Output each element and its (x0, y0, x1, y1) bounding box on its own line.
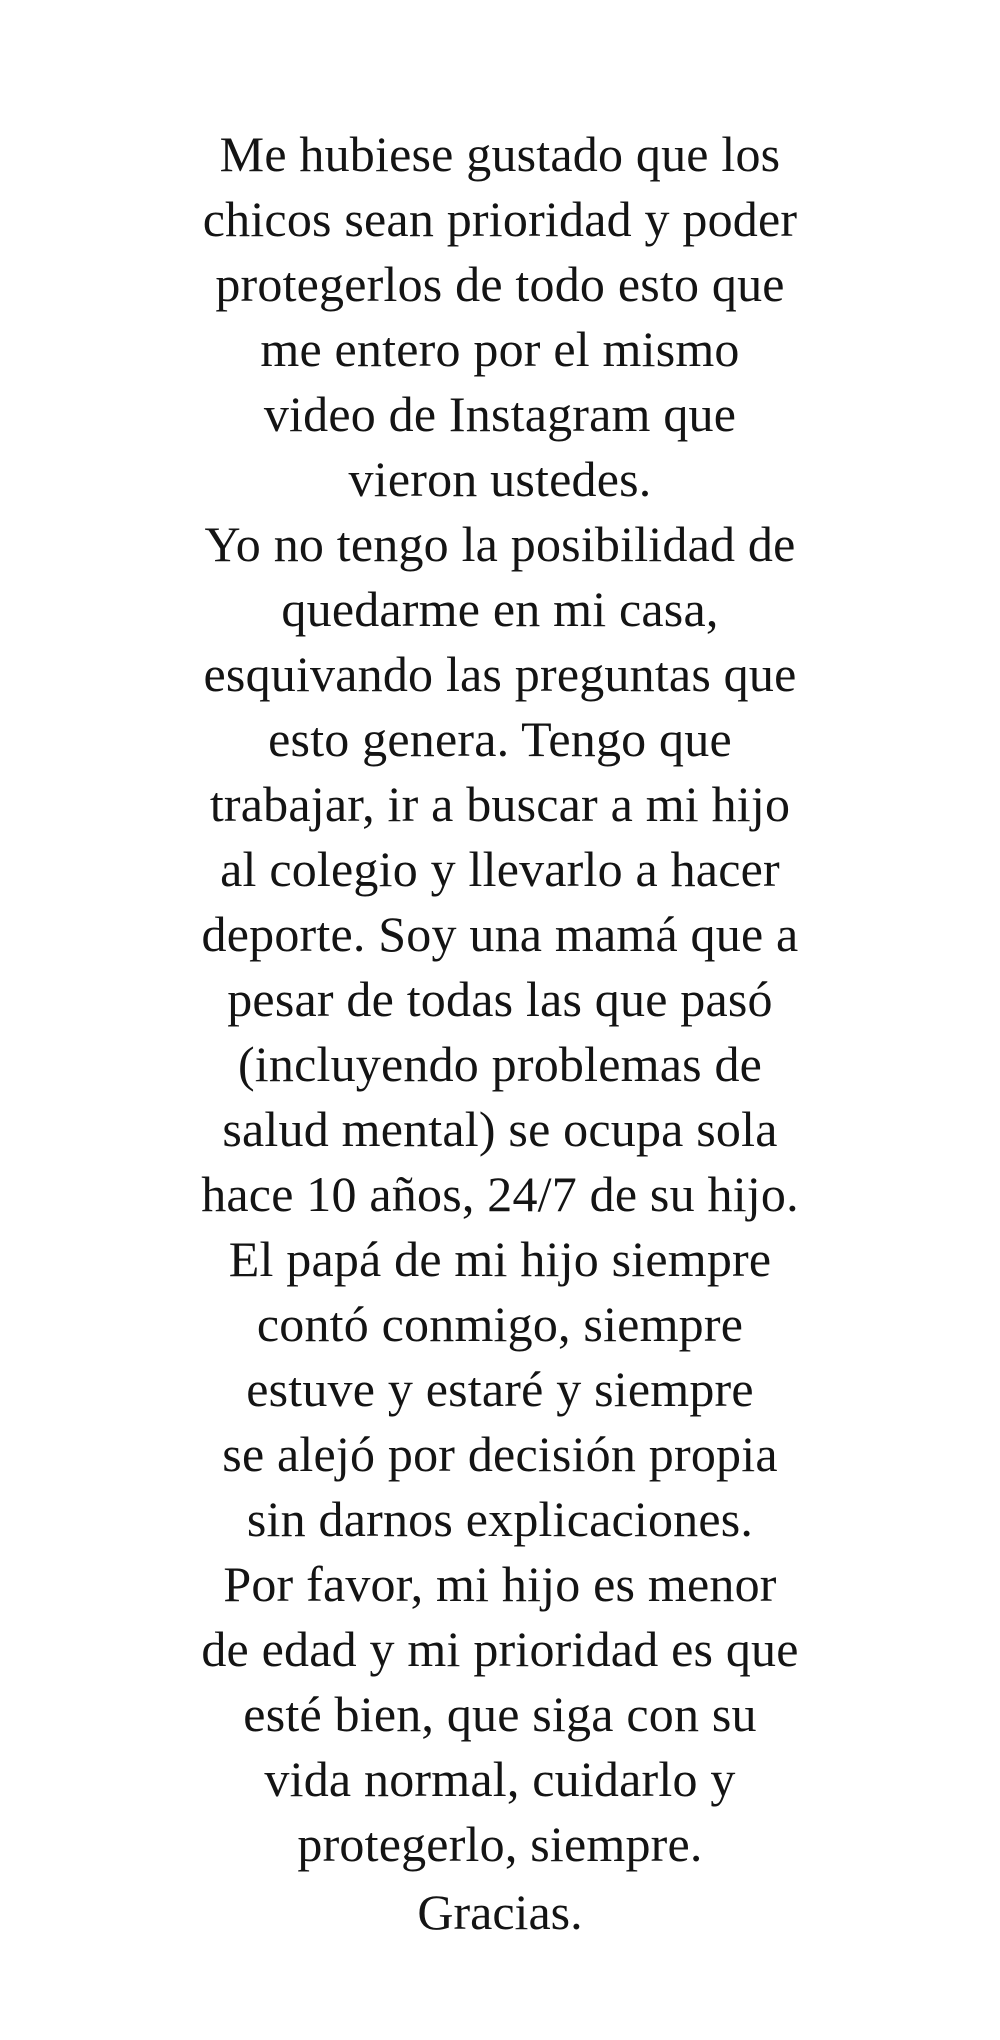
story-message (0, 122, 1000, 1877)
message-line: sin darnos explicaciones. (246, 1491, 754, 1547)
message-line: pesar de todas las que pasó (227, 971, 773, 1027)
message-line: Me hubiese gustado que los (219, 126, 781, 182)
message-line: estuve y estaré y siempre (246, 1361, 754, 1417)
message-line: protegerlos de todo esto que (215, 256, 785, 312)
message-line: esté bien, que siga con su (243, 1686, 757, 1742)
message-line: de edad y mi prioridad es que (201, 1621, 799, 1677)
message-line: Yo no tengo la posibilidad de (204, 516, 796, 572)
message-line: Por favor, mi hijo es menor (223, 1556, 777, 1612)
message-line: chicos sean prioridad y poder (202, 191, 798, 247)
message-line: contó conmigo, siempre (256, 1296, 744, 1352)
message-line: hace 10 años, 24/7 de su hijo. (201, 1166, 799, 1222)
message-line: esto genera. Tengo que (268, 711, 732, 767)
signoff-text: Gracias. (417, 1884, 583, 1940)
message-line: esquivando las preguntas que (203, 646, 797, 702)
message-line: se alejó por decisión propia (222, 1426, 778, 1482)
message-line: me entero por el mismo (260, 321, 740, 377)
message-line: quedarme en mi casa, (281, 581, 719, 637)
message-line: video de Instagram que (263, 386, 737, 442)
message-line: vida normal, cuidarlo y (264, 1751, 736, 1807)
message-line: deporte. Soy una mamá que a (201, 906, 799, 962)
message-line: salud mental) se ocupa sola (222, 1101, 778, 1157)
message-line: protegerlo, siempre. (297, 1816, 703, 1872)
message-line: al colegio y llevarlo a hacer (220, 841, 780, 897)
message-line: (incluyendo problemas de (237, 1036, 763, 1092)
message-line: trabajar, ir a buscar a mi hijo (209, 776, 791, 832)
message-line: vieron ustedes. (348, 451, 652, 507)
message-line: El papá de mi hijo siempre (228, 1231, 772, 1287)
